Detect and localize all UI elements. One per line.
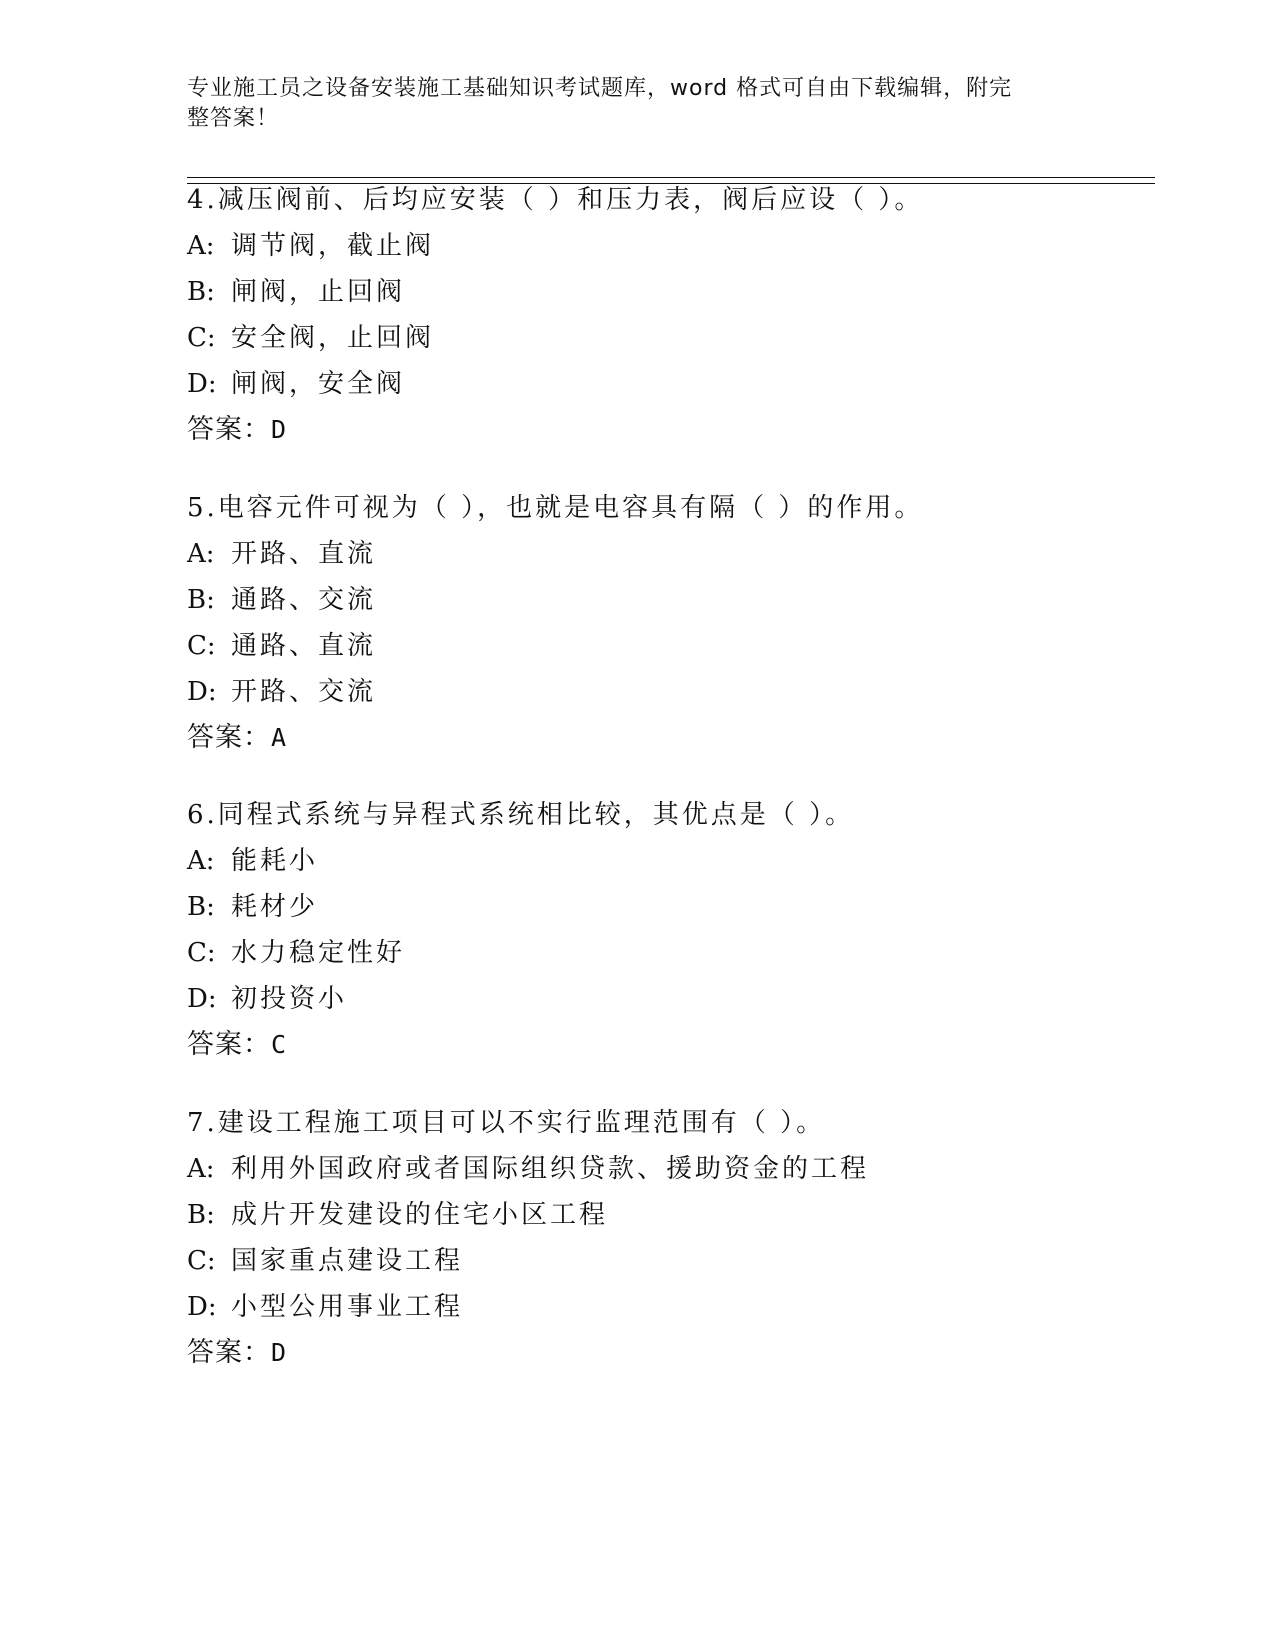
header-line-2: 整答案！ <box>187 106 280 131</box>
question-block <box>187 185 1167 461</box>
answer-line <box>187 1338 1167 1384</box>
answer-label: 答案： <box>187 1337 271 1368</box>
option-d <box>187 984 1167 1030</box>
option-text: 小型公用事业工程 <box>231 1292 464 1322</box>
question-block <box>187 493 1167 769</box>
option-text: 安全阀，止回阀 <box>231 323 435 353</box>
option-text: 耗材少 <box>231 892 319 922</box>
option-letter: A: <box>187 231 215 261</box>
option-letter: C: <box>187 631 216 661</box>
option-a <box>187 1154 1167 1200</box>
option-text: 利用外国政府或者国际组织贷款、援助资金的工程 <box>231 1154 870 1184</box>
question-stem: 6.同程式系统与异程式系统相比较，其优点是（ ）。 <box>187 800 855 830</box>
answer-line <box>187 723 1167 769</box>
option-d <box>187 1292 1167 1338</box>
answer-label: 答案： <box>187 1029 271 1060</box>
answer-label: 答案： <box>187 722 271 753</box>
option-text: 国家重点建设工程 <box>231 1246 464 1276</box>
option-letter: B: <box>187 277 215 307</box>
question-stem: 4.减压阀前、后均应安装（ ）和压力表，阀后应设（ ）。 <box>187 185 924 215</box>
option-text: 通路、直流 <box>231 631 377 661</box>
answer-value: C <box>271 1030 288 1059</box>
option-text: 能耗小 <box>231 846 319 876</box>
question-block <box>187 1108 1167 1384</box>
option-letter: B: <box>187 585 215 615</box>
header-divider-bottom <box>187 183 1155 184</box>
document-header <box>187 74 1067 134</box>
option-text: 调节阀，截止阀 <box>231 231 435 261</box>
question-stem: 5.电容元件可视为（ ），也就是电容具有隔（ ）的作用。 <box>187 493 924 523</box>
option-text: 通路、交流 <box>231 585 377 615</box>
option-text: 水力稳定性好 <box>231 938 406 968</box>
option-letter: A: <box>187 846 215 876</box>
option-c <box>187 938 1167 984</box>
option-letter: B: <box>187 1200 215 1230</box>
option-letter: D: <box>187 1292 217 1322</box>
option-letter: A: <box>187 539 215 569</box>
option-text: 成片开发建设的住宅小区工程 <box>231 1200 609 1230</box>
option-text: 开路、直流 <box>231 539 377 569</box>
option-b <box>187 892 1167 938</box>
option-letter: D: <box>187 369 217 399</box>
answer-value: D <box>271 415 288 444</box>
option-letter: D: <box>187 984 217 1014</box>
option-b <box>187 585 1167 631</box>
option-text: 闸阀，安全阀 <box>231 369 406 399</box>
option-d <box>187 369 1167 415</box>
question-block <box>187 800 1167 1076</box>
option-a <box>187 846 1167 892</box>
header-line-1: 专业施工员之设备安装施工基础知识考试题库，word 格式可自由下载编辑，附完 <box>187 76 1013 101</box>
answer-value: D <box>271 1338 288 1367</box>
answer-line <box>187 415 1167 461</box>
header-divider-top <box>187 177 1155 178</box>
option-text: 初投资小 <box>231 984 348 1014</box>
option-c <box>187 323 1167 369</box>
option-b <box>187 1200 1167 1246</box>
option-letter: C: <box>187 1246 216 1276</box>
option-c <box>187 1246 1167 1292</box>
option-a <box>187 231 1167 277</box>
option-b <box>187 277 1167 323</box>
answer-label: 答案： <box>187 414 271 445</box>
option-d <box>187 677 1167 723</box>
answer-line <box>187 1030 1167 1076</box>
answer-value: A <box>271 723 288 752</box>
option-letter: D: <box>187 677 217 707</box>
option-c <box>187 631 1167 677</box>
option-text: 闸阀，止回阀 <box>231 277 406 307</box>
option-a <box>187 539 1167 585</box>
question-stem: 7.建设工程施工项目可以不实行监理范围有（ ）。 <box>187 1108 826 1138</box>
option-letter: B: <box>187 892 215 922</box>
option-letter: C: <box>187 323 216 353</box>
option-text: 开路、交流 <box>231 677 377 707</box>
option-letter: A: <box>187 1154 215 1184</box>
option-letter: C: <box>187 938 216 968</box>
